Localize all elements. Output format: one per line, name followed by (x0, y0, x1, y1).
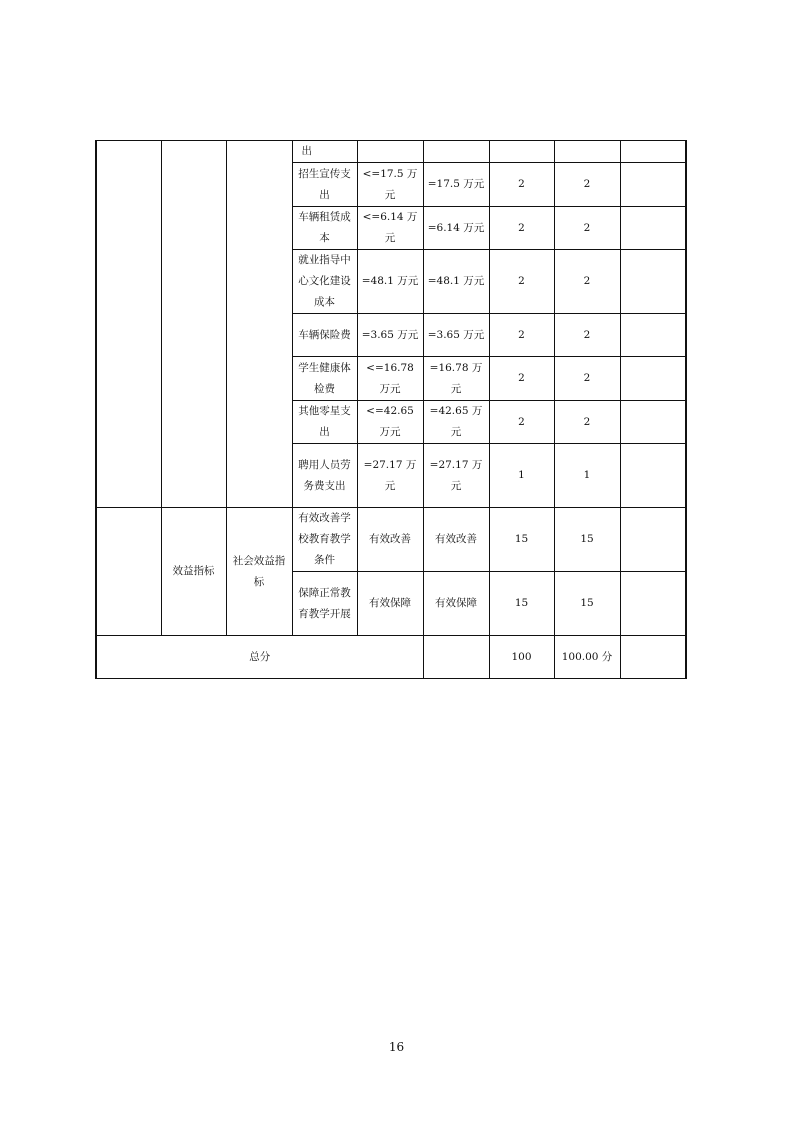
level2-indicator-cell: 社会效益指标 (226, 508, 292, 636)
note-cell (620, 508, 686, 572)
weight-cell: 2 (489, 314, 554, 357)
note-cell (620, 207, 686, 250)
target-value-cell: =3.65 万元 (357, 314, 423, 357)
score-cell: 2 (554, 401, 620, 444)
indicator-name-cell: 学生健康体检费 (292, 357, 357, 401)
target-value-cell: <=17.5 万元 (357, 163, 423, 207)
weight-cell: 1 (489, 444, 554, 508)
note-cell (620, 572, 686, 636)
indicator-name-cell: 出 (292, 141, 357, 163)
level2-blank-cell (226, 141, 292, 508)
total-actual-cell (423, 636, 489, 679)
level0-blank-cell (96, 508, 161, 636)
note-cell (620, 314, 686, 357)
target-value-cell: <=6.14 万元 (357, 207, 423, 250)
level1-indicator-cell: 效益指标 (161, 508, 226, 636)
target-value-cell: 有效改善 (357, 508, 423, 572)
score-cell: 1 (554, 444, 620, 508)
indicator-name-cell: 保障正常教育教学开展 (292, 572, 357, 636)
actual-value-cell (423, 141, 489, 163)
target-value-cell: <=16.78 万元 (357, 357, 423, 401)
indicator-name-cell: 车辆租赁成本 (292, 207, 357, 250)
actual-value-cell: 有效保障 (423, 572, 489, 636)
total-score-cell: 100.00 分 (554, 636, 620, 679)
performance-evaluation-table (95, 140, 687, 679)
weight-cell: 15 (489, 508, 554, 572)
score-cell: 15 (554, 572, 620, 636)
target-value-cell: =27.17 万元 (357, 444, 423, 508)
actual-value-cell: =17.5 万元 (423, 163, 489, 207)
actual-value-cell: =42.65 万元 (423, 401, 489, 444)
actual-value-cell: 有效改善 (423, 508, 489, 572)
indicator-name-cell: 就业指导中心文化建设成本 (292, 250, 357, 314)
weight-cell: 2 (489, 401, 554, 444)
indicator-name-cell: 招生宣传支出 (292, 163, 357, 207)
actual-value-cell: =48.1 万元 (423, 250, 489, 314)
note-cell (620, 357, 686, 401)
score-cell: 2 (554, 207, 620, 250)
target-value-cell: <=42.65 万元 (357, 401, 423, 444)
score-cell: 15 (554, 508, 620, 572)
note-cell (620, 401, 686, 444)
level0-blank-cell (96, 141, 161, 508)
total-weight-cell: 100 (489, 636, 554, 679)
target-value-cell: 有效保障 (357, 572, 423, 636)
actual-value-cell: =16.78 万元 (423, 357, 489, 401)
note-cell (620, 141, 686, 163)
table-row (96, 508, 686, 572)
actual-value-cell: =3.65 万元 (423, 314, 489, 357)
note-cell (620, 250, 686, 314)
weight-cell: 2 (489, 207, 554, 250)
total-row (96, 636, 686, 679)
total-note-cell (620, 636, 686, 679)
score-cell (554, 141, 620, 163)
indicator-name-cell: 有效改善学校教育教学条件 (292, 508, 357, 572)
actual-value-cell: =6.14 万元 (423, 207, 489, 250)
total-label-cell: 总分 (96, 636, 423, 679)
actual-value-cell: =27.17 万元 (423, 444, 489, 508)
note-cell (620, 163, 686, 207)
table-row (96, 141, 686, 163)
page-number: 16 (388, 1040, 405, 1054)
score-cell: 2 (554, 250, 620, 314)
weight-cell: 2 (489, 163, 554, 207)
indicator-name-cell: 车辆保险费 (292, 314, 357, 357)
weight-cell (489, 141, 554, 163)
target-value-cell: =48.1 万元 (357, 250, 423, 314)
weight-cell: 2 (489, 357, 554, 401)
level1-blank-cell (161, 141, 226, 508)
target-value-cell (357, 141, 423, 163)
indicator-name-cell: 聘用人员劳务费支出 (292, 444, 357, 508)
indicator-name-cell: 其他零星支出 (292, 401, 357, 444)
note-cell (620, 444, 686, 508)
weight-cell: 2 (489, 250, 554, 314)
score-cell: 2 (554, 163, 620, 207)
score-cell: 2 (554, 314, 620, 357)
weight-cell: 15 (489, 572, 554, 636)
score-cell: 2 (554, 357, 620, 401)
